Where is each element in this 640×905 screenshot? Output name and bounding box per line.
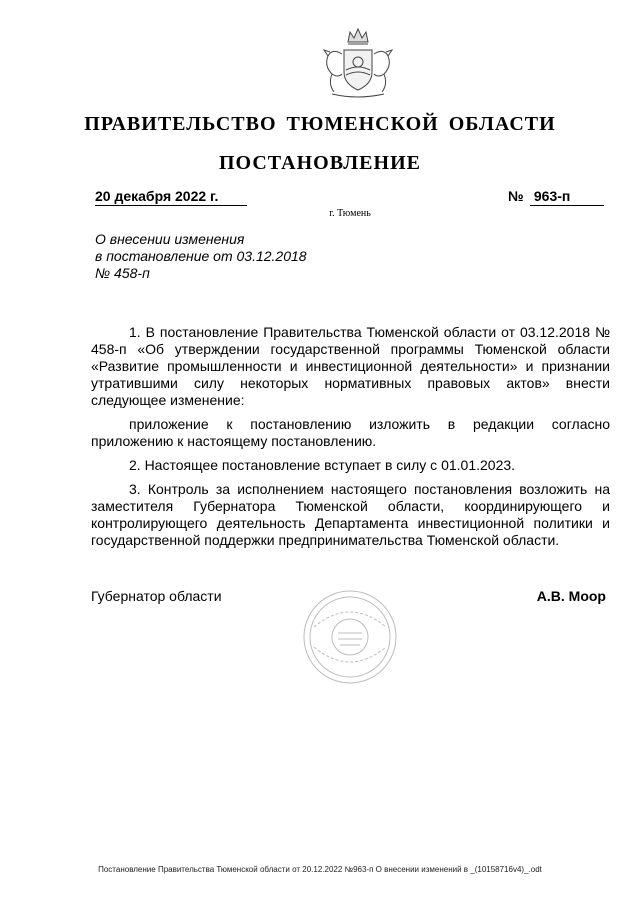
subject-line: в постановление от 03.12.2018 (95, 248, 307, 264)
official-seal-icon (294, 587, 406, 687)
signer-title: Губернатор области (91, 588, 222, 604)
body-paragraph: 2. Настоящее постановление вступает в силу с 01.01.2023. (129, 457, 516, 473)
document-body (91, 324, 610, 556)
body-paragraph: 3. Контроль за исполнением настоящего постановления возложить на заместителя Губернатора Тюменской области, координирующего и контролирующего деятельность Департамента инвестиционной политики и государственной поддержки предпринимательства Тюменской области. (91, 481, 610, 548)
body-paragraph: приложение к постановлению изложить в редакции согласно приложению к настоящему постановлению. (91, 416, 610, 449)
number-label: № (508, 188, 524, 204)
document-number-value: 963-п (533, 188, 571, 204)
body-paragraph: 1. В постановление Правительства Тюменской области от 03.12.2018 № 458-п «Об утверждении государственной программы Тюменской области «Развитие промышленности и инвестиционной деятельности» и признании утратившими силу некоторых нормативных правовых актов» внести следующее изменение: (91, 324, 610, 408)
subject-line: № 458-п (95, 265, 150, 281)
government-title: ПРАВИТЕЛЬСТВО ТЮМЕНСКОЙ ОБЛАСТИ (84, 113, 556, 135)
document-subject (95, 231, 355, 282)
subject-line: О внесении изменения (95, 231, 245, 247)
coat-of-arms-icon (310, 26, 406, 102)
document-number (530, 188, 604, 206)
city: г. Тюмень (329, 208, 371, 219)
footer-filename: Постановление Правительства Тюменской области от 20.12.2022 №963-п О внесении изменений в _(10158716v4)_.odt (98, 865, 542, 874)
document-type: ПОСТАНОВЛЕНИЕ (219, 152, 421, 174)
document-date: 20 декабря 2022 г. (95, 188, 247, 206)
signer-name: А.В. Моор (536, 588, 606, 604)
